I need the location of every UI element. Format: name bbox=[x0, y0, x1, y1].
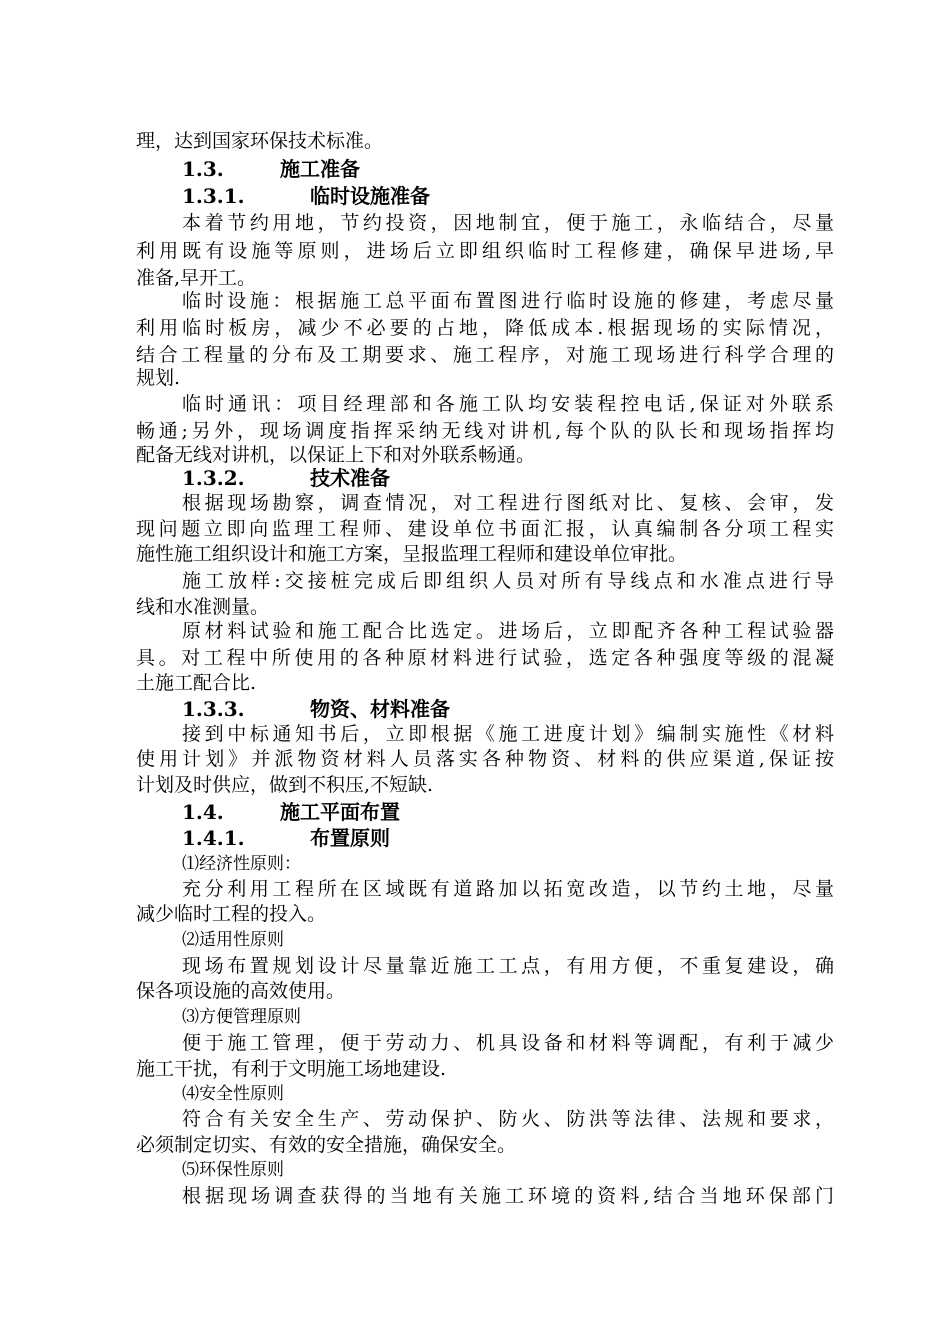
paragraph-line: 减少临时工程的投入。 bbox=[136, 903, 327, 925]
paragraph-line: 畅通;另外，现场调度指挥采纳无线对讲机,每个队的队长和现场指挥均 bbox=[136, 420, 834, 442]
paragraph-line: 接到中标通知书后，立即根据《施工进度计划》编制实施性《材料 bbox=[182, 723, 834, 745]
section-heading-1-4-1 bbox=[182, 825, 390, 852]
paragraph-line: 土施工配合比. bbox=[136, 672, 257, 694]
paragraph-line: 使用计划》并派物资材料人员落实各种物资、材料的供应渠道,保证按 bbox=[136, 748, 834, 770]
section-heading-1-3-1 bbox=[182, 183, 430, 210]
list-item-label: ⑵适用性原则 bbox=[182, 930, 284, 950]
section-heading-1-3-2 bbox=[182, 465, 390, 492]
list-item-label: ⑴经济性原则： bbox=[182, 854, 301, 874]
paragraph-line: 保各项设施的高效使用。 bbox=[136, 980, 346, 1002]
paragraph-line: 配备无线对讲机，以保证上下和对外联系畅通。 bbox=[136, 444, 536, 466]
list-item-label: ⑸环保性原则 bbox=[182, 1160, 284, 1180]
paragraph-line: 根据现场调查获得的当地有关施工环境的资料,结合当地环保部门 bbox=[182, 1185, 834, 1207]
section-heading-1-3-3 bbox=[182, 696, 450, 723]
heading-title: 施工准备 bbox=[280, 157, 360, 181]
paragraph-line: 规划. bbox=[136, 367, 181, 389]
paragraph-line: 具。对工程中所使用的各种原材料进行试验，选定各种强度等级的混凝 bbox=[136, 647, 834, 669]
section-heading-1-4 bbox=[182, 799, 400, 826]
heading-number: 1.3.3. bbox=[182, 697, 245, 721]
heading-number: 1.4. bbox=[182, 800, 224, 824]
paragraph-line: 准备,早开工。 bbox=[136, 267, 257, 289]
paragraph-line: 施工放样:交接桩完成后即组织人员对所有导线点和水准点进行导 bbox=[182, 570, 834, 592]
paragraph-line: 临时设施：根据施工总平面布置图进行临时设施的修建，考虑尽量 bbox=[182, 290, 834, 312]
paragraph-line: 原材料试验和施工配合比选定。进场后，立即配齐各种工程试验器 bbox=[182, 620, 834, 642]
paragraph-line: 利用临时板房，减少不必要的占地，降低成本.根据现场的实际情况， bbox=[136, 317, 834, 339]
paragraph-line: 利用既有设施等原则，进场后立即组织临时工程修建，确保早进场,早 bbox=[136, 240, 834, 262]
paragraph-line: 计划及时供应，做到不积压,不短缺. bbox=[136, 774, 434, 796]
paragraph-line: 符合有关安全生产、劳动保护、防火、防洪等法律、法规和要求， bbox=[182, 1108, 834, 1130]
heading-title: 技术准备 bbox=[310, 466, 390, 490]
paragraph-line: 便于施工管理，便于劳动力、机具设备和材料等调配，有利于减少 bbox=[182, 1032, 834, 1054]
list-item-label: ⑷安全性原则 bbox=[182, 1084, 284, 1104]
paragraph-line: 充分利用工程所在区域既有道路加以拓宽改造，以节约土地，尽量 bbox=[182, 878, 834, 900]
paragraph-line: 必须制定切实、有效的安全措施，确保安全。 bbox=[136, 1134, 517, 1156]
heading-title: 临时设施准备 bbox=[310, 184, 430, 208]
heading-title: 物资、材料准备 bbox=[310, 697, 450, 721]
paragraph-line: 理，达到国家环保技术标准。 bbox=[136, 130, 384, 152]
section-heading-1-3 bbox=[182, 156, 360, 183]
paragraph-line: 根据现场勘察，调查情况，对工程进行图纸对比、复核、会审，发 bbox=[182, 492, 834, 514]
paragraph-line: 施性施工组织设计和施工方案，呈报监理工程师和建设单位审批。 bbox=[136, 543, 688, 565]
paragraph-line: 结合工程量的分布及工期要求、施工程序，对施工现场进行科学合理的 bbox=[136, 344, 834, 366]
heading-title: 施工平面布置 bbox=[280, 800, 400, 824]
paragraph-line: 线和水准测量。 bbox=[136, 596, 270, 618]
paragraph-line: 临时通讯：项目经理部和各施工队均安装程控电话,保证对外联系 bbox=[182, 393, 834, 415]
paragraph-line: 本着节约用地，节约投资，因地制宜，便于施工，永临结合，尽量 bbox=[182, 212, 834, 234]
heading-number: 1.4.1. bbox=[182, 826, 245, 850]
heading-number: 1.3. bbox=[182, 157, 224, 181]
paragraph-line: 现场布置规划设计尽量靠近施工工点，有用方便，不重复建设，确 bbox=[182, 955, 834, 977]
heading-number: 1.3.2. bbox=[182, 466, 245, 490]
heading-number: 1.3.1. bbox=[182, 184, 245, 208]
list-item-label: ⑶方便管理原则 bbox=[182, 1007, 301, 1027]
paragraph-line: 现问题立即向监理工程师、建设单位书面汇报，认真编制各分项工程实 bbox=[136, 518, 834, 540]
heading-title: 布置原则 bbox=[310, 826, 390, 850]
paragraph-line: 施工干扰，有利于文明施工场地建设. bbox=[136, 1058, 447, 1080]
